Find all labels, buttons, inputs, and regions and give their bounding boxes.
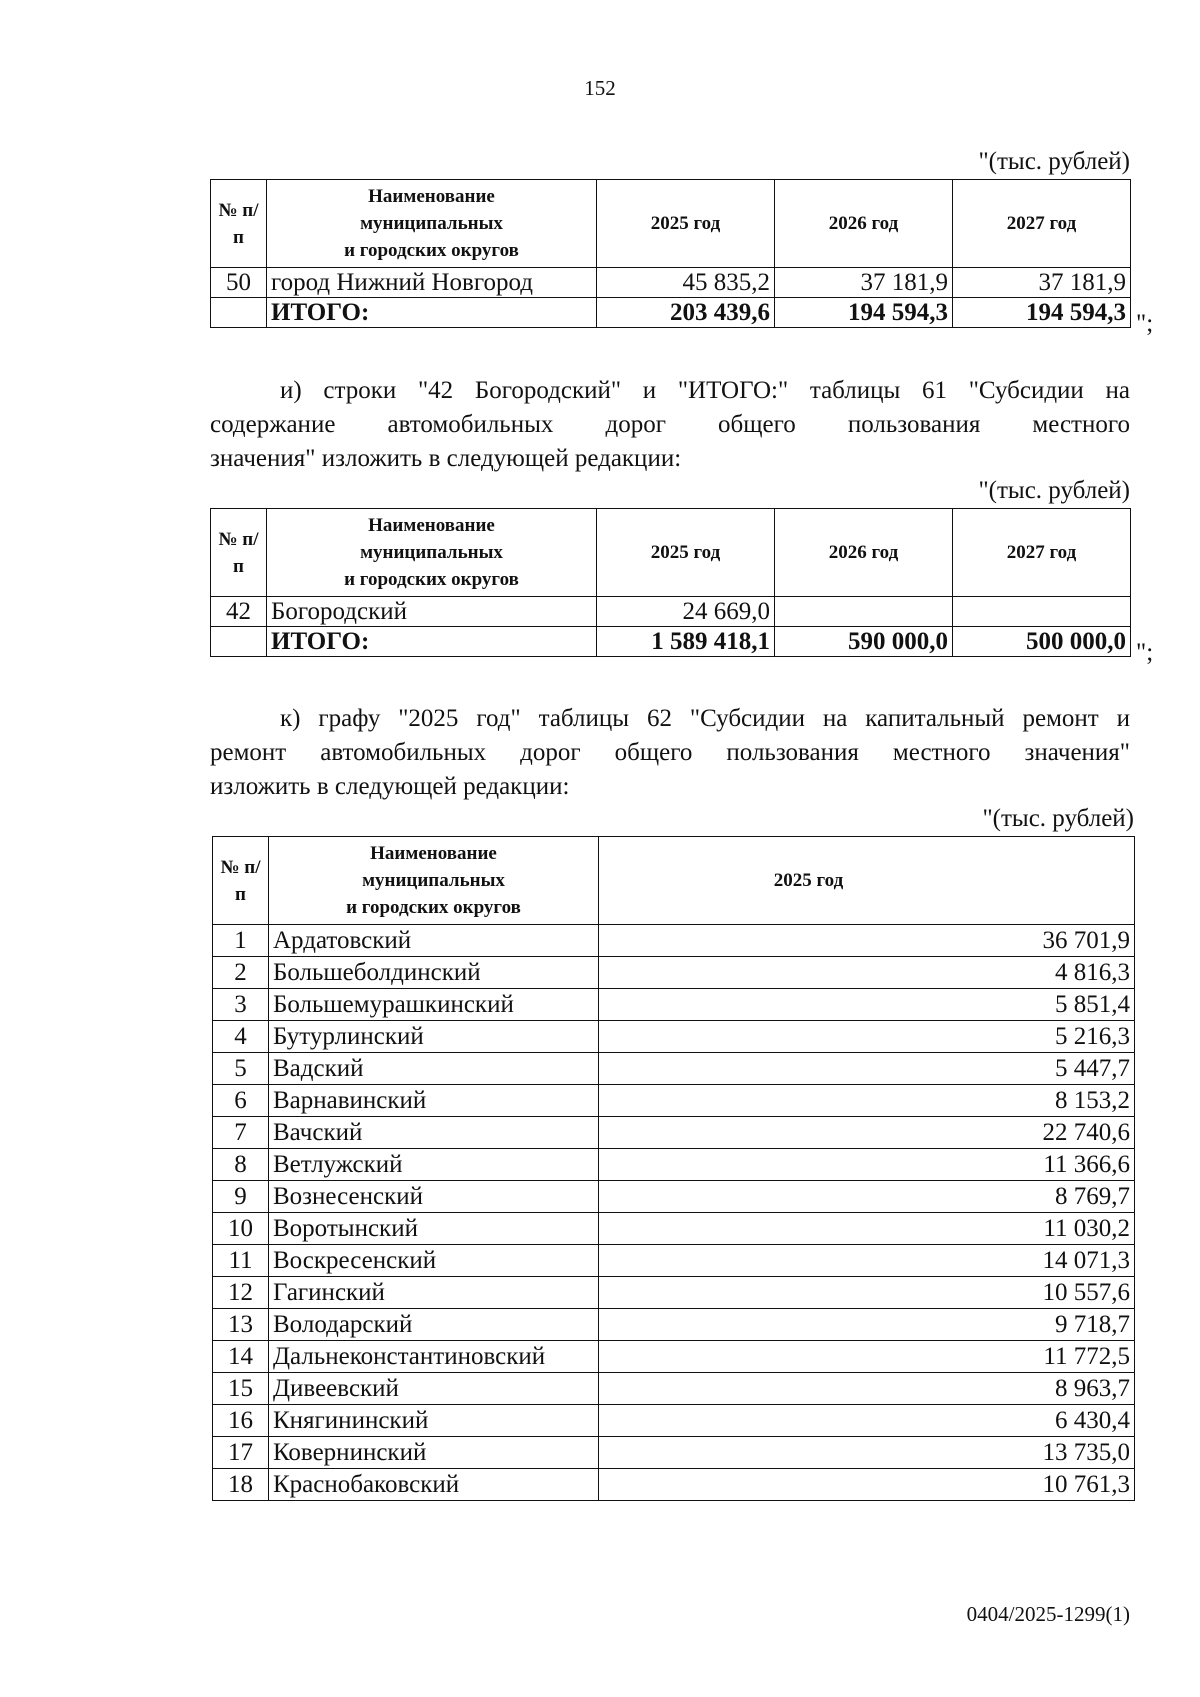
table-row	[213, 1053, 1135, 1085]
table-row	[213, 1373, 1135, 1405]
row-2027	[953, 597, 1131, 627]
table-row	[213, 1437, 1135, 1469]
row-2025: 8 769,7	[599, 1181, 1135, 1213]
row-num: 5	[213, 1053, 269, 1085]
total-2025: 1 589 418,1	[597, 627, 775, 657]
row-2025: 14 071,3	[599, 1245, 1135, 1277]
table-row	[213, 1117, 1135, 1149]
paragraph-i-line3: значения" изложить в следующей редакции:	[210, 445, 682, 472]
table-row	[213, 925, 1135, 957]
header-name-line1: Наименование	[370, 843, 497, 864]
row-name: Большеболдинский	[269, 957, 599, 989]
table-row	[213, 1277, 1135, 1309]
row-name: Ардатовский	[269, 925, 599, 957]
table-row	[213, 957, 1135, 989]
unit-label: "(тыс. рублей)	[982, 805, 1134, 832]
page-number: 152	[584, 76, 616, 100]
table-row	[211, 268, 1131, 298]
row-num: 42	[211, 597, 267, 627]
row-2025: 4 816,3	[599, 957, 1135, 989]
row-num: 7	[213, 1117, 269, 1149]
row-name: Бутурлинский	[269, 1021, 599, 1053]
row-num: 4	[213, 1021, 269, 1053]
header-name-line3: и городских округов	[346, 897, 521, 918]
header-2025: 2025 год	[599, 837, 1135, 925]
row-2025: 10 557,6	[599, 1277, 1135, 1309]
table-row	[213, 1405, 1135, 1437]
total-row	[211, 298, 1131, 328]
row-name: Вадский	[269, 1053, 599, 1085]
row-2025: 11 772,5	[599, 1341, 1135, 1373]
row-num: 12	[213, 1277, 269, 1309]
header-name	[267, 180, 597, 268]
header-name-line2: муниципальных	[360, 542, 503, 563]
paragraph-k-line1: к) графу "2025 год" таблицы 62 "Субсидии на капитальный ремонт и	[280, 705, 1130, 732]
table-row	[211, 597, 1131, 627]
header-2026: 2026 год	[775, 180, 953, 268]
table-row	[213, 1021, 1135, 1053]
row-name: Княгининский	[269, 1405, 599, 1437]
row-num: 16	[213, 1405, 269, 1437]
row-name: Ветлужский	[269, 1149, 599, 1181]
row-num: 17	[213, 1437, 269, 1469]
row-num: 3	[213, 989, 269, 1021]
header-2025: 2025 год	[597, 180, 775, 268]
header-num: № п/п	[211, 509, 267, 597]
document-code: 0404/2025-1299(1)	[966, 1602, 1130, 1626]
total-row	[211, 627, 1131, 657]
row-name: Дальнеконстантиновский	[269, 1341, 599, 1373]
header-2027: 2027 год	[953, 180, 1131, 268]
row-num: 2	[213, 957, 269, 989]
close-quote-mark: ";	[1136, 639, 1154, 666]
row-name: Воскресенский	[269, 1245, 599, 1277]
table-row	[213, 1181, 1135, 1213]
header-name-line1: Наименование	[368, 515, 495, 536]
total-label: ИТОГО:	[267, 627, 597, 657]
header-2027: 2027 год	[953, 509, 1131, 597]
row-num: 6	[213, 1085, 269, 1117]
row-num: 1	[213, 925, 269, 957]
row-num: 9	[213, 1181, 269, 1213]
row-2025: 45 835,2	[597, 268, 775, 298]
paragraph-i-line2: содержание автомобильных дорог общего пользования местного	[210, 411, 1130, 438]
total-2027: 194 594,3	[953, 298, 1131, 328]
row-2025: 22 740,6	[599, 1117, 1135, 1149]
table-3-body	[213, 925, 1135, 1501]
header-name-line3: и городских округов	[344, 569, 519, 590]
total-label: ИТОГО:	[267, 298, 597, 328]
total-2026: 590 000,0	[775, 627, 953, 657]
table-row	[213, 989, 1135, 1021]
row-num: 10	[213, 1213, 269, 1245]
row-name: Дивеевский	[269, 1373, 599, 1405]
row-name: Краснобаковский	[269, 1469, 599, 1501]
table-row	[213, 1309, 1135, 1341]
row-2025: 5 851,4	[599, 989, 1135, 1021]
table-row	[213, 1213, 1135, 1245]
header-name-line3: и городских округов	[344, 240, 519, 261]
row-num: 13	[213, 1309, 269, 1341]
row-name: Ковернинский	[269, 1437, 599, 1469]
row-num: 14	[213, 1341, 269, 1373]
row-name: Воротынский	[269, 1213, 599, 1245]
header-num: № п/п	[211, 180, 267, 268]
row-2025: 6 430,4	[599, 1405, 1135, 1437]
row-2025: 8 963,7	[599, 1373, 1135, 1405]
row-num: 11	[213, 1245, 269, 1277]
unit-label: "(тыс. рублей)	[978, 148, 1130, 175]
row-num: 15	[213, 1373, 269, 1405]
row-2025: 5 216,3	[599, 1021, 1135, 1053]
row-2026: 37 181,9	[775, 268, 953, 298]
table-row	[213, 1085, 1135, 1117]
row-2026	[775, 597, 953, 627]
paragraph-k-line3: изложить в следующей редакции:	[210, 773, 570, 800]
header-name	[269, 837, 599, 925]
table-1	[210, 179, 1131, 328]
unit-label: "(тыс. рублей)	[978, 477, 1130, 504]
row-name: Большемурашкинский	[269, 989, 599, 1021]
row-2025: 24 669,0	[597, 597, 775, 627]
total-2025: 203 439,6	[597, 298, 775, 328]
row-name: Богородский	[267, 597, 597, 627]
paragraph-k-line2: ремонт автомобильных дорог общего пользования местного значения"	[210, 739, 1130, 766]
row-2025: 11 366,6	[599, 1149, 1135, 1181]
row-2025: 11 030,2	[599, 1213, 1135, 1245]
row-2027: 37 181,9	[953, 268, 1131, 298]
row-num: 50	[211, 268, 267, 298]
header-name	[267, 509, 597, 597]
header-name-line2: муниципальных	[362, 870, 505, 891]
paragraph-i-line1: и) строки "42 Богородский" и "ИТОГО:" таблицы 61 "Субсидии на	[280, 377, 1130, 404]
row-2025: 36 701,9	[599, 925, 1135, 957]
table-row	[213, 1245, 1135, 1277]
table-3	[212, 836, 1135, 1501]
table-row	[213, 1149, 1135, 1181]
table-2	[210, 508, 1131, 657]
row-2025: 10 761,3	[599, 1469, 1135, 1501]
table-row	[213, 1469, 1135, 1501]
row-2025: 8 153,2	[599, 1085, 1135, 1117]
paragraph-k	[210, 702, 1130, 804]
row-name: Володарский	[269, 1309, 599, 1341]
header-2025: 2025 год	[597, 509, 775, 597]
header-name-line1: Наименование	[368, 186, 495, 207]
row-name: Вознесенский	[269, 1181, 599, 1213]
total-2027: 500 000,0	[953, 627, 1131, 657]
paragraph-i	[210, 374, 1130, 476]
header-num: № п/п	[213, 837, 269, 925]
row-name: Варнавинский	[269, 1085, 599, 1117]
row-name: Вачский	[269, 1117, 599, 1149]
row-name: Гагинский	[269, 1277, 599, 1309]
total-2026: 194 594,3	[775, 298, 953, 328]
row-num: 18	[213, 1469, 269, 1501]
header-2026: 2026 год	[775, 509, 953, 597]
row-num: 8	[213, 1149, 269, 1181]
row-2025: 9 718,7	[599, 1309, 1135, 1341]
row-2025: 13 735,0	[599, 1437, 1135, 1469]
close-quote-mark: ";	[1136, 310, 1154, 337]
row-name: город Нижний Новгород	[267, 268, 597, 298]
table-row	[213, 1341, 1135, 1373]
header-name-line2: муниципальных	[360, 213, 503, 234]
row-2025: 5 447,7	[599, 1053, 1135, 1085]
